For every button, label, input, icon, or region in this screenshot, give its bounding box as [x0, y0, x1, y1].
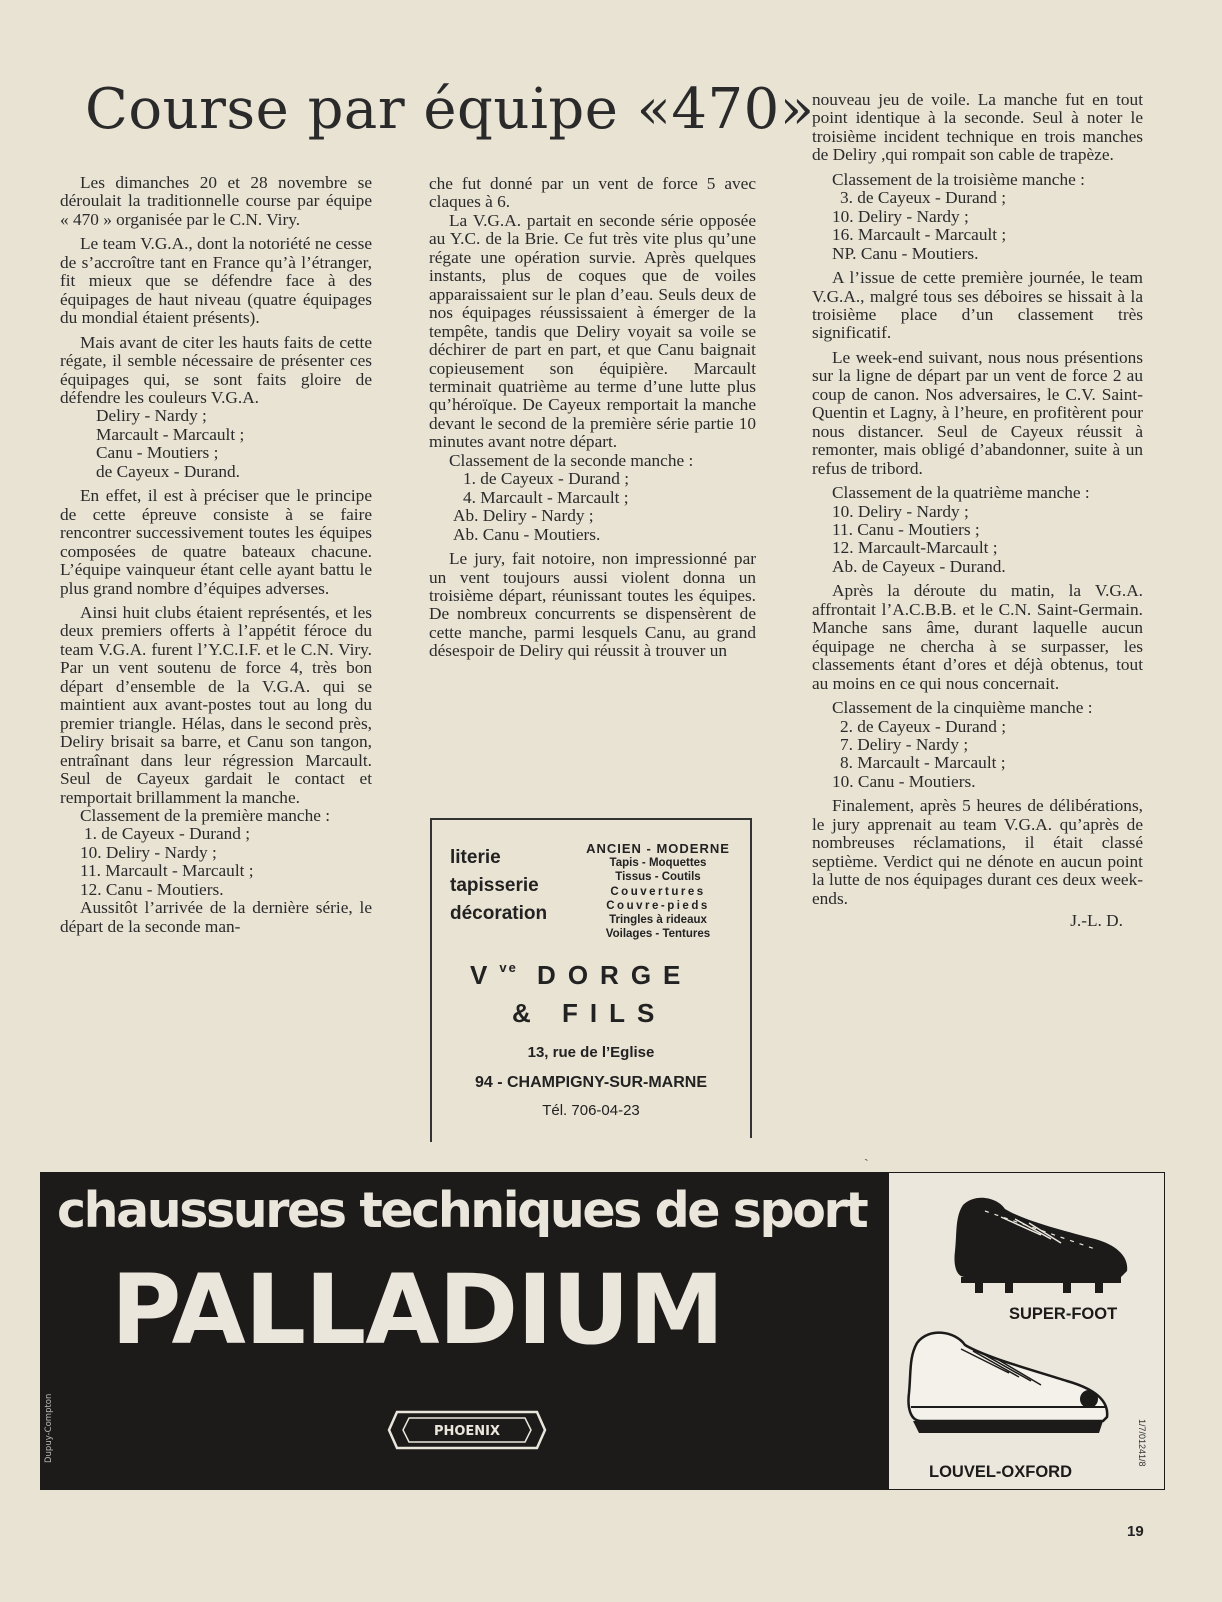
paragraph: Le team V.G.A., dont la notoriété ne cesse de s’accroître tant en France qu’à l’étranger, fit mieux que se défendre face à des équipages de haut niveau (quatre équipages du mondial étaient présents).: [60, 234, 372, 328]
list-item: Canu - Moutiers ;: [96, 443, 219, 463]
ad-product-line: Couvertures: [610, 885, 706, 898]
ad-name-ve: ve: [499, 960, 518, 975]
ad-product-line: Voilages - Tentures: [605, 928, 711, 941]
agency-credit: Dupuy-Compton: [44, 1393, 54, 1463]
ad-company-name: [470, 960, 692, 991]
list-item: de Cayeux - Durand.: [96, 461, 240, 481]
paragraph: Aussitôt l’arrivée de la dernière série, le départ de la seconde man-: [60, 898, 372, 936]
list-item: 8. Marcault - Marcault ;: [840, 753, 1006, 773]
article-column-2: [429, 175, 756, 661]
palladium-advertisement: [40, 1172, 1165, 1490]
list-item: NP. Canu - Moutiers.: [832, 243, 979, 263]
shoe2-label: LOUVEL-OXFORD: [929, 1463, 1072, 1481]
paragraph: A l’issue de cette première journée, le team V.G.A., malgré tous ses déboires se hissait à la troisième place d’un classement très significatif.: [812, 268, 1143, 343]
ad-service-line: literie: [450, 847, 501, 868]
paragraph: nouveau jeu de voile. La manche fut en tout point identique à la seconde. Seul à noter le troisième incident technique en trois manches de Deliry ,qui rompait son cable de trapèze.: [812, 90, 1143, 165]
results-list-5: [812, 718, 1143, 792]
list-item: Ab. de Cayeux - Durand.: [832, 556, 1006, 576]
list-item: 4. Marcault - Marcault ;: [463, 487, 629, 507]
paragraph: Le week-end suivant, nous nous présentions sur la ligne de départ par un vent de force 2 au coup de canon. Nos adversaires, le C.V. Saint-Quentin et Lagny, à l’heure, en profitèrent pour nous distancer. Seul de Cayeux réussit à remonter, mais obligé d’abandonner, suite à un refus de tribord.: [812, 347, 1143, 478]
ad-company-fils: & FILS: [512, 998, 667, 1028]
list-item: 11. Marcault - Marcault ;: [80, 861, 254, 881]
list-item: 16. Marcault - Marcault ;: [832, 225, 1007, 245]
list-item: 10. Canu - Moutiers.: [832, 771, 976, 791]
list-item: 3. de Cayeux - Durand ;: [840, 188, 1007, 208]
list-item: 1. de Cayeux - Durand ;: [84, 824, 251, 844]
paragraph: Classement de la troisième manche :: [832, 169, 1085, 189]
paragraph: Classement de la seconde manche :: [449, 450, 694, 470]
results-list-4: [812, 503, 1143, 577]
list-item: 7. Deliry - Nardy ;: [840, 734, 969, 754]
list-item: 11. Canu - Moutiers ;: [832, 519, 980, 539]
ad-product-line: Tapis - Moquettes: [609, 857, 707, 870]
ad-reference-code: 1/7/01241/8: [1137, 1419, 1147, 1467]
paragraph: Classement de la quatrième manche :: [832, 483, 1090, 503]
paragraph: Les dimanches 20 et 28 novembre se déroulait la traditionnelle course par équipe « 470 » organisée par le C.N. Viry.: [60, 173, 372, 229]
list-item: 2. de Cayeux - Durand ;: [840, 716, 1007, 736]
ad-name-dorge: DORGE: [537, 960, 693, 990]
football-boot-icon: [945, 1187, 1133, 1295]
results-list-2: [429, 470, 756, 544]
logo-text: PHOENIX: [433, 1424, 501, 1439]
list-item: 10. Deliry - Nardy ;: [832, 206, 969, 226]
paragraph: Le jury, fait notoire, non impressionné par un vent toujours aussi violent donna un troisième départ, réunissant toutes les équipes. De nombreux concurrents se dispensèrent de cette manche, parmi lesquels Canu, au grand désespoir de Deliry qui réussit à trouver un: [429, 549, 756, 661]
paragraph: che fut donné par un vent de force 5 avec claques à 6.: [429, 174, 756, 212]
paragraph: En effet, il est à préciser que le principe de cette épreuve consiste à se faire rencontrer successivement toutes les équipes composées de quatre bateaux chacune. L’équipe vainqueur étant celle ayant battu le plus grand nombre d’équipes adverses.: [60, 486, 372, 598]
list-item: 1. de Cayeux - Durand ;: [463, 469, 630, 489]
paragraph: Ainsi huit clubs étaient représentés, et les deux premiers offerts à l’appétit féroce du team V.G.A. furent l’Y.C.I.F. et le C.N. Viry. Par un vent soutenu de force 4, très bon départ d’ensemble de la V.G.A. qui se maintient aux avant-postes tout au long du premier triangle. Hélas, dans le second près, Deliry brisait sa barre, et Canu son tangon, entraînant dans leur régression Marcault. Seul de Cayeux gardait le contact et remportait brillamment la manche.: [60, 602, 372, 807]
ad-address: 13, rue de l’Eglise: [527, 1044, 655, 1061]
paragraph: La V.G.A. partait en seconde série opposée au Y.C. de la Brie. Ce fut très vite plus qu’une régate une opération survie. Après quelques instants, plus de coques que de voiles apparaissaient sur le plan d’eau. Seuls deux de nos équipages réussissaient à émerger de la tempête, tandis que Deliry voyait sa voile se déchirer de part en part, et que Canu baignait copieusement son équipière. Marcault terminait quatrième au terme d’une lutte plus qu’héroïque. De Cayeux remportait la manche devant le second de la première série partie 10 minutes avant notre départ.: [429, 210, 756, 452]
paragraph: Classement de la cinquième manche :: [832, 698, 1093, 718]
paragraph: Classement de la première manche :: [80, 805, 330, 825]
list-item: 12. Canu - Moutiers.: [80, 879, 224, 899]
ad-tagline: chaussures techniques de sport: [57, 1182, 867, 1239]
ad-border-right: [750, 820, 752, 1138]
ad-city: 94 - CHAMPIGNY-SUR-MARNE: [474, 1074, 707, 1091]
sneaker-icon: [899, 1323, 1114, 1443]
literie-advertisement: [430, 818, 752, 1142]
list-item: 10. Deliry - Nardy ;: [832, 501, 969, 521]
ad-services: [450, 844, 547, 928]
paragraph: Mais avant de citer les hauts faits de cette régate, il semble nécessaire de présenter ces équipages qui, se sont faits gloire de défendre les couleurs V.G.A.: [60, 332, 372, 407]
results-list-3: [812, 189, 1143, 263]
ad-product-line: Tringles à rideaux: [609, 914, 707, 927]
ad-product-line: Tissus - Coutils: [615, 871, 701, 884]
article-column-3: [812, 91, 1143, 930]
author-signature: J.-L. D.: [1070, 911, 1123, 931]
list-item: 12. Marcault-Marcault ;: [832, 538, 998, 558]
ad-name-v: V: [470, 960, 500, 990]
brand-name: PALLADIUM: [111, 1254, 724, 1366]
ad-products: [582, 842, 734, 941]
ad-service-line: décoration: [450, 903, 548, 924]
article-column-1: [60, 174, 372, 936]
shoe1-label: SUPER-FOOT: [1009, 1305, 1118, 1323]
phoenix-logo-icon: [387, 1408, 547, 1452]
stray-mark: ˏ: [864, 1146, 869, 1162]
page-number: 19: [1127, 1523, 1144, 1540]
list-item: 10. Deliry - Nardy ;: [80, 842, 217, 862]
paragraph: Après la déroute du matin, la V.G.A. affrontait l’A.C.B.B. et le C.N. Saint-Germain. Manche sans âme, durant laquelle aucun équipage ne chercha à se surpasser, les classements étant d’ores et déjà obtenus, tout au moins en ce qui nous concernait.: [812, 581, 1143, 693]
ad-product-line: Couvre-pieds: [606, 899, 710, 912]
results-list-1: [60, 825, 372, 899]
list-item: Deliry - Nardy ;: [96, 406, 207, 426]
ad-product-line: ANCIEN - MODERNE: [586, 841, 730, 856]
list-item: Ab. Deliry - Nardy ;: [453, 506, 594, 526]
list-item: Ab. Canu - Moutiers.: [453, 524, 601, 544]
list-item: Marcault - Marcault ;: [96, 424, 245, 444]
crew-list: [60, 407, 372, 481]
ad-service-line: tapisserie: [450, 875, 539, 896]
shoe-panel: [889, 1173, 1164, 1489]
paragraph: Finalement, après 5 heures de délibérations, le jury apprenait au team V.G.A. qu’après de nombreuses réclamations, il était classé septième. Verdict qui ne dénote en aucun point la lutte de nos équipages durant ces deux week-ends.: [812, 796, 1143, 908]
article-title: Course par équipe «470»: [85, 77, 815, 142]
ad-phone: Tél. 706-04-23: [542, 1102, 640, 1119]
